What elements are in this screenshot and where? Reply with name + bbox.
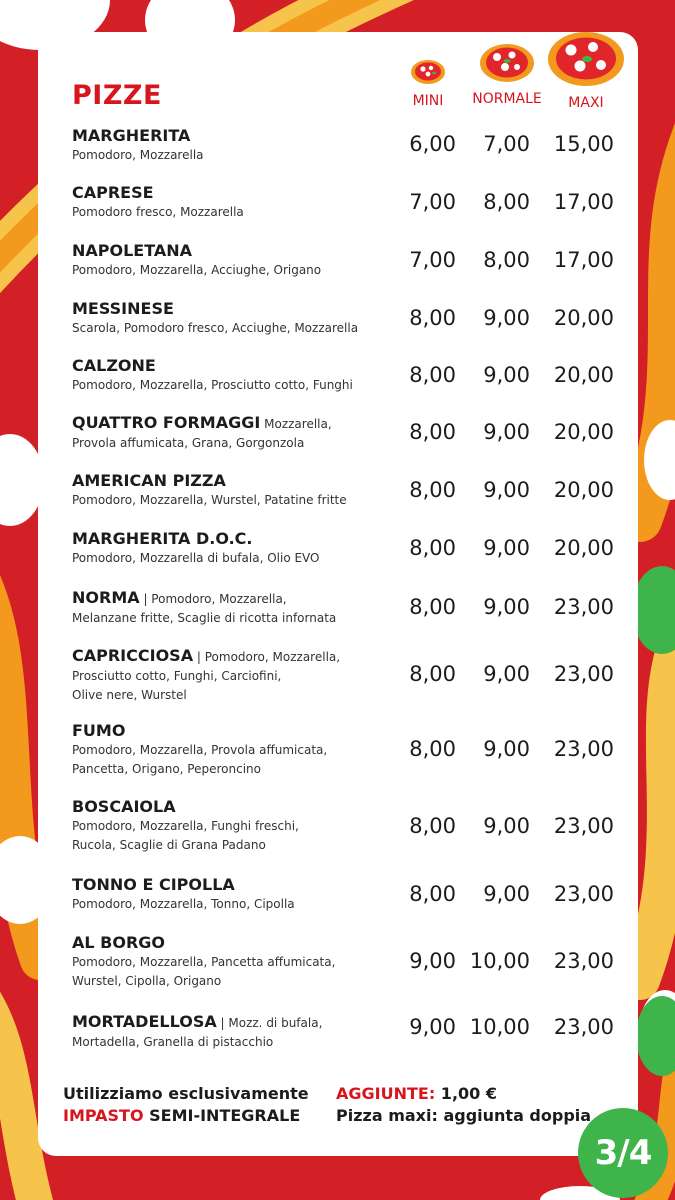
item-name: NORMA xyxy=(72,588,140,607)
item-description-2: Wurstel, Cipolla, Origano xyxy=(72,974,222,988)
item-name: MARGHERITA D.O.C. xyxy=(72,529,253,548)
page-number-badge: 3/4 xyxy=(578,1108,668,1198)
price-maxi: 23,00 xyxy=(553,1015,614,1039)
price-maxi: 17,00 xyxy=(553,190,614,214)
item-description: Pomodoro, Mozzarella xyxy=(72,148,204,162)
price-maxi: 23,00 xyxy=(553,882,614,906)
price-normale: 7,00 xyxy=(483,132,530,156)
price-mini: 8,00 xyxy=(409,306,456,330)
item-description: Prosciutto cotto, Funghi, Carciofini, xyxy=(72,669,282,683)
price-normale: 9,00 xyxy=(483,478,530,502)
price-maxi: 20,00 xyxy=(553,306,614,330)
price-normale: 9,00 xyxy=(483,595,530,619)
price-maxi: 20,00 xyxy=(553,478,614,502)
dough-note-line1: Utilizziamo esclusivamente xyxy=(63,1084,309,1103)
extras-price: 1,00 € xyxy=(435,1084,497,1103)
price-maxi: 23,00 xyxy=(553,949,614,973)
price-normale: 9,00 xyxy=(483,882,530,906)
price-mini: 8,00 xyxy=(409,737,456,761)
extras-label: AGGIUNTE: xyxy=(336,1084,436,1103)
item-description: Melanzane fritte, Scaglie di ricotta infornata xyxy=(72,611,337,625)
price-maxi: 23,00 xyxy=(553,737,614,761)
price-maxi: 15,00 xyxy=(553,132,614,156)
dough-note xyxy=(63,1083,309,1127)
price-normale: 10,00 xyxy=(469,1015,530,1039)
dough-type-rest: SEMI-INTEGRALE xyxy=(143,1106,301,1125)
price-mini: 8,00 xyxy=(409,420,456,444)
price-maxi: 20,00 xyxy=(553,536,614,560)
price-normale: 8,00 xyxy=(483,248,530,272)
item-name: CALZONE xyxy=(72,356,156,375)
price-maxi: 23,00 xyxy=(553,662,614,686)
item-description-inline: Mozzarella, xyxy=(260,417,332,431)
item-name: CAPRICCIOSA xyxy=(72,646,194,665)
price-maxi: 17,00 xyxy=(553,248,614,272)
price-mini: 8,00 xyxy=(409,478,456,502)
price-mini: 8,00 xyxy=(409,536,456,560)
item-description: Pomodoro, Mozzarella, Provola affumicata, xyxy=(72,743,328,757)
item-description: Pomodoro, Mozzarella, Acciughe, Origano xyxy=(72,263,322,277)
item-name: QUATTRO FORMAGGI xyxy=(72,413,261,432)
price-mini: 8,00 xyxy=(409,814,456,838)
item-name: MARGHERITA xyxy=(72,126,191,145)
price-normale: 9,00 xyxy=(483,814,530,838)
price-mini: 8,00 xyxy=(409,595,456,619)
item-description: Provola affumicata, Grana, Gorgonzola xyxy=(72,436,305,450)
size-label-maxi: MAXI xyxy=(568,95,604,111)
item-description: Pomodoro, Mozzarella, Funghi freschi, xyxy=(72,819,299,833)
price-maxi: 23,00 xyxy=(553,814,614,838)
item-name: CAPRESE xyxy=(72,183,154,202)
price-normale: 9,00 xyxy=(483,662,530,686)
item-name: NAPOLETANA xyxy=(72,241,193,260)
item-description: Mortadella, Granella di pistacchio xyxy=(72,1035,274,1049)
price-mini: 8,00 xyxy=(409,882,456,906)
menu-title: PIZZE xyxy=(72,80,162,111)
extras-note xyxy=(336,1083,591,1127)
price-mini: 8,00 xyxy=(409,363,456,387)
price-mini: 7,00 xyxy=(409,248,456,272)
item-description: Pomodoro fresco, Mozzarella xyxy=(72,205,244,219)
item-description: Pomodoro, Mozzarella, Tonno, Cipolla xyxy=(72,897,295,911)
price-normale: 9,00 xyxy=(483,536,530,560)
item-name: MESSINESE xyxy=(72,299,174,318)
size-header-mini xyxy=(400,58,456,109)
item-description: Pomodoro, Mozzarella, Pancetta affumicata, xyxy=(72,955,336,969)
size-header-normale xyxy=(466,42,548,107)
price-normale: 9,00 xyxy=(483,306,530,330)
item-name: MORTADELLOSA xyxy=(72,1012,217,1031)
price-mini: 6,00 xyxy=(409,132,456,156)
item-description-2: Pancetta, Origano, Peperoncino xyxy=(72,762,261,776)
size-header-maxi xyxy=(540,30,632,111)
price-mini: 9,00 xyxy=(409,949,456,973)
item-description: Pomodoro, Mozzarella, Wurstel, Patatine fritte xyxy=(72,493,347,507)
pizza-icon xyxy=(479,42,535,84)
price-mini: 9,00 xyxy=(409,1015,456,1039)
item-name: TONNO E CIPOLLA xyxy=(72,875,235,894)
item-description: Pomodoro, Mozzarella di bufala, Olio EVO xyxy=(72,551,320,565)
price-maxi: 20,00 xyxy=(553,363,614,387)
item-description-inline: | Pomodoro, Mozzarella, xyxy=(139,592,287,606)
pizza-icon xyxy=(410,58,446,86)
item-name: AMERICAN PIZZA xyxy=(72,471,226,490)
price-normale: 10,00 xyxy=(469,949,530,973)
item-description: Scarola, Pomodoro fresco, Acciughe, Mozzarella xyxy=(72,321,359,335)
price-normale: 9,00 xyxy=(483,363,530,387)
size-label-mini: MINI xyxy=(412,93,444,109)
dough-type-highlight: IMPASTO xyxy=(63,1106,144,1125)
extras-maxi-note: Pizza maxi: aggiunta doppia xyxy=(336,1106,592,1125)
price-maxi: 23,00 xyxy=(553,595,614,619)
price-maxi: 20,00 xyxy=(553,420,614,444)
item-name: BOSCAIOLA xyxy=(72,797,176,816)
item-description-2: Olive nere, Wurstel xyxy=(72,688,187,702)
item-description-inline: | Mozz. di bufala, xyxy=(216,1016,323,1030)
price-normale: 9,00 xyxy=(483,420,530,444)
price-mini: 8,00 xyxy=(409,662,456,686)
price-normale: 9,00 xyxy=(483,737,530,761)
price-mini: 7,00 xyxy=(409,190,456,214)
item-description-2: Rucola, Scaglie di Grana Padano xyxy=(72,838,266,852)
size-label-normale: NORMALE xyxy=(472,91,542,107)
item-description-inline: | Pomodoro, Mozzarella, xyxy=(193,650,341,664)
item-name: AL BORGO xyxy=(72,933,165,952)
item-name: FUMO xyxy=(72,721,126,740)
pizza-icon xyxy=(547,30,625,88)
item-description: Pomodoro, Mozzarella, Prosciutto cotto, Funghi xyxy=(72,378,353,392)
price-normale: 8,00 xyxy=(483,190,530,214)
